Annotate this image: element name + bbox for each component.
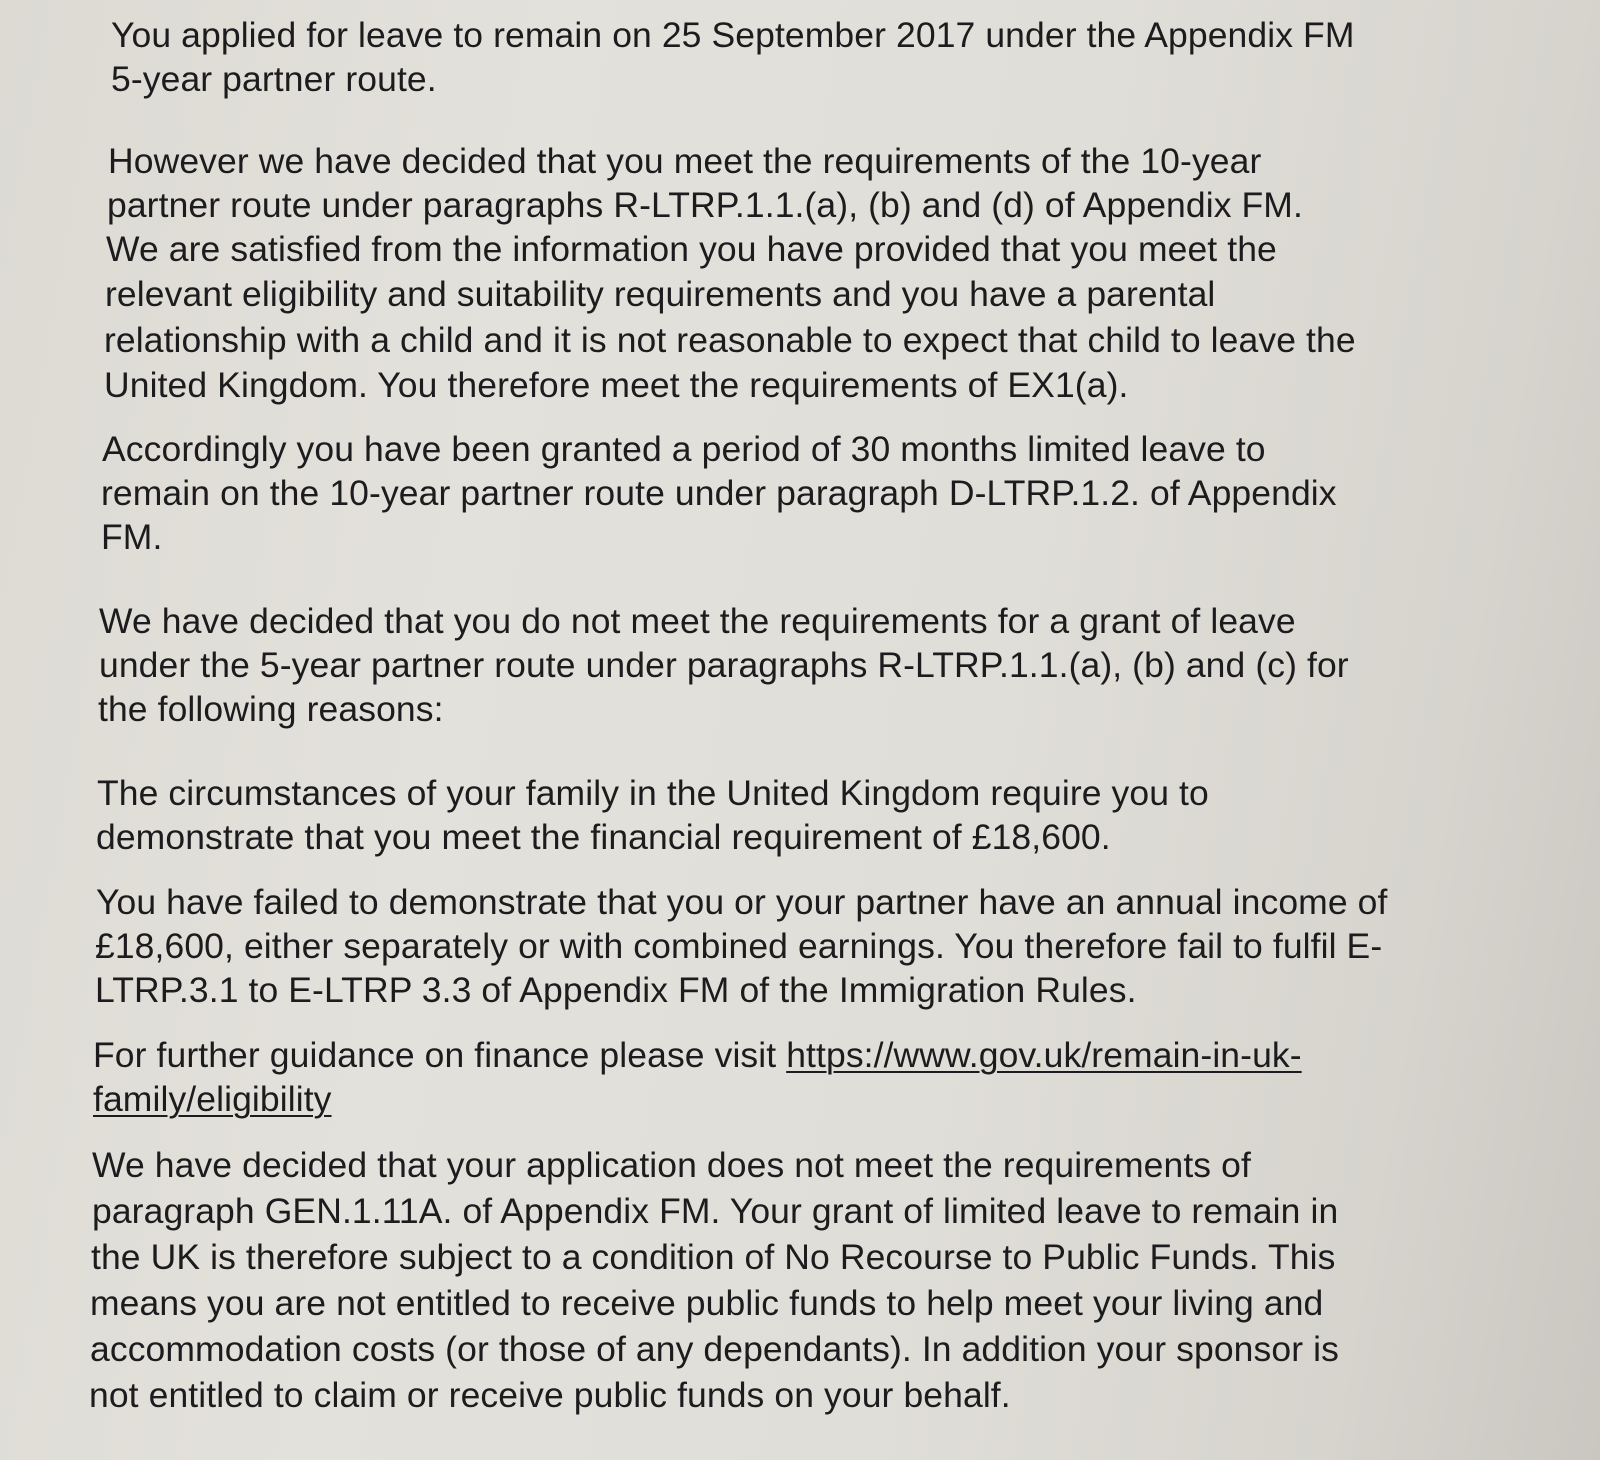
text-line: You have failed to demonstrate that you or your partner have an annual income of [96, 882, 1388, 922]
text-line: FM. [101, 517, 163, 557]
text-line: the UK is therefore subject to a condition of No Recourse to Public Funds. This [91, 1237, 1336, 1277]
text-line: not entitled to claim or receive public funds on your behalf. [89, 1375, 1011, 1415]
text-line: LTRP.3.1 to E-LTRP 3.3 of Appendix FM of the Immigration Rules. [95, 970, 1137, 1010]
guidance-text: For further guidance on finance please visit [93, 1035, 787, 1075]
text-line: relationship with a child and it is not reasonable to expect that child to leave the [104, 320, 1356, 360]
text-line: £18,600, either separately or with combined earnings. You therefore fail to fulfil E- [95, 926, 1383, 966]
text-line: We are satisfied from the information you have provided that you meet the [106, 229, 1277, 269]
text-line [93, 1077, 332, 1122]
text-line: 5-year partner route. [111, 59, 437, 99]
text-line: We have decided that your application does not meet the requirements of [92, 1145, 1251, 1185]
text-line: under the 5-year partner route under paragraphs R-LTRP.1.1.(a), (b) and (c) for [99, 645, 1349, 685]
text-line: Accordingly you have been granted a period of 30 months limited leave to [102, 429, 1266, 469]
text-line: paragraph GEN.1.11A. of Appendix FM. Your grant of limited leave to remain in [92, 1191, 1339, 1231]
text-line: However we have decided that you meet the requirements of the 10-year [108, 141, 1262, 181]
text-line: You applied for leave to remain on 25 September 2017 under the Appendix FM [111, 15, 1355, 55]
text-line [93, 1033, 1302, 1078]
text-line: remain on the 10-year partner route under paragraph D-LTRP.1.2. of Appendix [101, 473, 1337, 513]
text-line: means you are not entitled to receive public funds to help meet your living and [90, 1283, 1324, 1323]
text-line: We have decided that you do not meet the requirements for a grant of leave [99, 601, 1296, 641]
text-line: The circumstances of your family in the United Kingdom require you to [97, 773, 1209, 813]
text-line: demonstrate that you meet the financial requirement of £18,600. [96, 817, 1111, 857]
guidance-link[interactable]: https://www.gov.uk/remain-in-uk- [786, 1035, 1302, 1075]
guidance-link-continued[interactable]: family/eligibility [93, 1079, 332, 1119]
text-line: accommodation costs (or those of any dependants). In addition your sponsor is [90, 1329, 1339, 1369]
text-line: United Kingdom. You therefore meet the requirements of EX1(a). [104, 365, 1129, 405]
text-line: the following reasons: [98, 689, 444, 729]
text-line: relevant eligibility and suitability requirements and you have a parental [105, 274, 1216, 314]
text-line: partner route under paragraphs R-LTRP.1.1.(a), (b) and (d) of Appendix FM. [107, 185, 1303, 225]
